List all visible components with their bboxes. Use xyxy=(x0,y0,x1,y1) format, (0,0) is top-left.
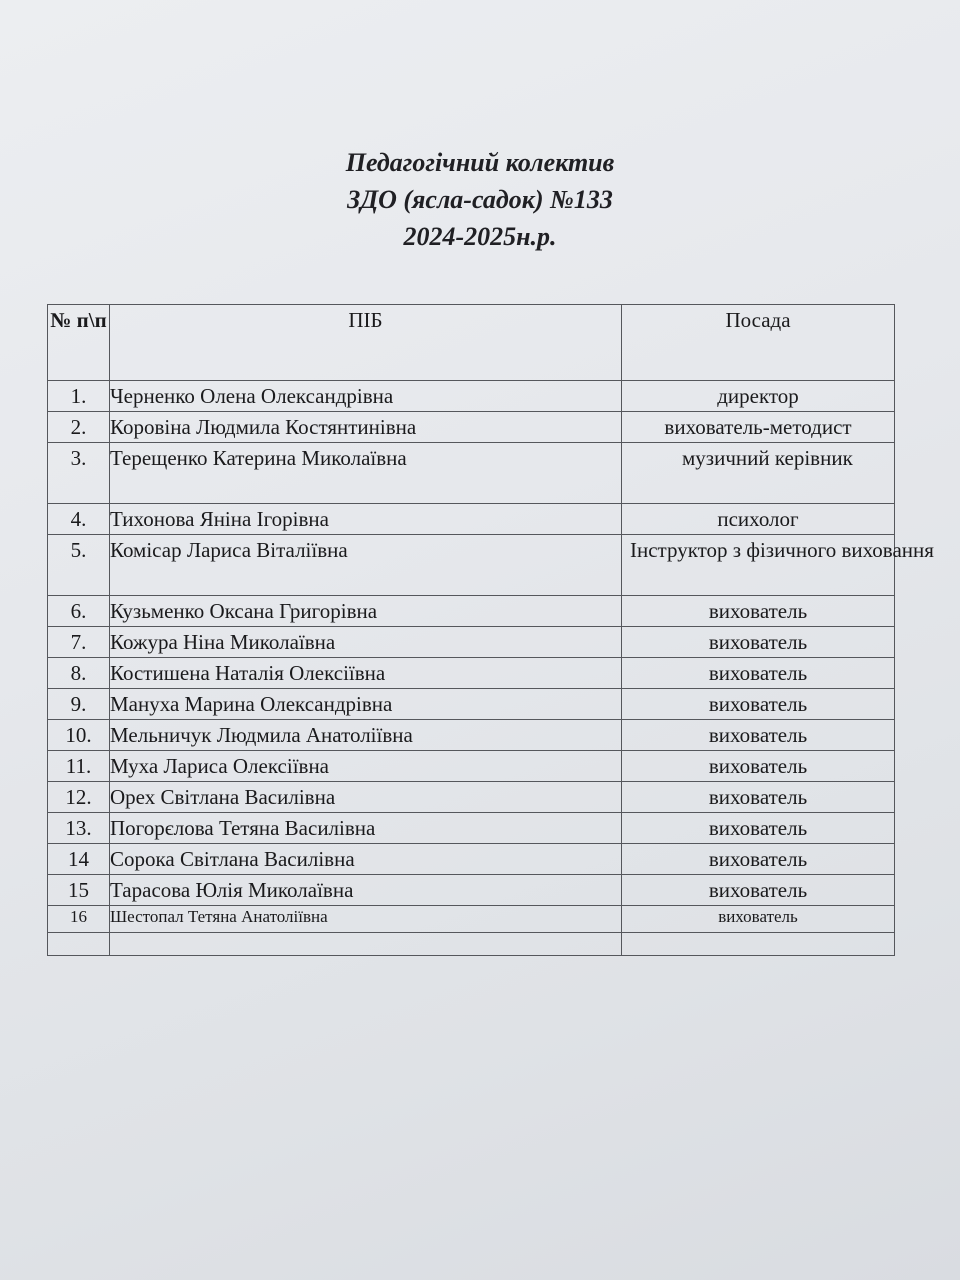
row-number: 5. xyxy=(48,535,110,596)
row-number: 13. xyxy=(48,813,110,844)
row-name: Мельничук Людмила Анатоліївна xyxy=(110,720,622,751)
row-position: вихователь xyxy=(622,596,895,627)
table-row xyxy=(48,720,895,751)
row-number: 2. xyxy=(48,412,110,443)
row-name: Кузьменко Оксана Григорівна xyxy=(110,596,622,627)
table-row xyxy=(48,504,895,535)
row-name: Черненко Олена Олександрівна xyxy=(110,381,622,412)
table-row xyxy=(48,412,895,443)
table-row xyxy=(48,906,895,933)
table-row-empty xyxy=(48,933,895,956)
row-number: 1. xyxy=(48,381,110,412)
row-number: 4. xyxy=(48,504,110,535)
row-number: 7. xyxy=(48,627,110,658)
table-row xyxy=(48,813,895,844)
row-name: Тихонова Яніна Ігорівна xyxy=(110,504,622,535)
row-number: 3. xyxy=(48,443,110,504)
row-position: вихователь xyxy=(622,782,895,813)
header-name: ПІБ xyxy=(110,305,622,381)
row-number: 12. xyxy=(48,782,110,813)
document-title xyxy=(0,144,960,255)
row-name: Тарасова Юлія Миколаївна xyxy=(110,875,622,906)
row-position: вихователь xyxy=(622,844,895,875)
row-name: Терещенко Катерина Миколаївна xyxy=(110,443,622,504)
row-number: 8. xyxy=(48,658,110,689)
row-position: Інструктор з фізичного виховання xyxy=(622,535,895,596)
row-name: Муха Лариса Олексіївна xyxy=(110,751,622,782)
row-number: 14 xyxy=(48,844,110,875)
row-number xyxy=(48,933,110,956)
row-name: Коровіна Людмила Костянтинівна xyxy=(110,412,622,443)
table-row xyxy=(48,658,895,689)
row-position: вихователь xyxy=(622,689,895,720)
row-name: Сорока Світлана Василівна xyxy=(110,844,622,875)
row-position: вихователь-методист xyxy=(622,412,895,443)
staff-table xyxy=(47,304,934,956)
table-row xyxy=(48,596,895,627)
title-line-2: ЗДО (ясла-садок) №133 xyxy=(347,185,613,214)
row-position: директор xyxy=(622,381,895,412)
table-row xyxy=(48,443,895,504)
row-number: 6. xyxy=(48,596,110,627)
row-position: вихователь xyxy=(622,813,895,844)
header-position: Посада xyxy=(622,305,895,381)
row-name: Шестопал Тетяна Анатоліївна xyxy=(110,906,622,933)
row-position: вихователь xyxy=(622,906,895,933)
table-row xyxy=(48,875,895,906)
row-number: 9. xyxy=(48,689,110,720)
row-number: 15 xyxy=(48,875,110,906)
row-number: 11. xyxy=(48,751,110,782)
row-position: вихователь xyxy=(622,658,895,689)
title-line-1: Педагогічний колектив xyxy=(345,148,615,177)
row-name: Погорєлова Тетяна Василівна xyxy=(110,813,622,844)
table-row xyxy=(48,627,895,658)
table-row xyxy=(48,535,895,596)
table-row xyxy=(48,751,895,782)
row-name: Мануха Марина Олександрівна xyxy=(110,689,622,720)
title-line-3: 2024-2025н.р. xyxy=(403,222,557,251)
row-position xyxy=(622,933,895,956)
table-row xyxy=(48,782,895,813)
row-position: вихователь xyxy=(622,627,895,658)
table-row xyxy=(48,689,895,720)
row-position: вихователь xyxy=(622,751,895,782)
row-name xyxy=(110,933,622,956)
row-name: Костишена Наталія Олексіївна xyxy=(110,658,622,689)
row-position: психолог xyxy=(622,504,895,535)
header-number: № п\п xyxy=(48,305,110,381)
row-name: Орех Світлана Василівна xyxy=(110,782,622,813)
row-position: вихователь xyxy=(622,720,895,751)
row-name: Комісар Лариса Віталіївна xyxy=(110,535,622,596)
row-name: Кожура Ніна Миколаївна xyxy=(110,627,622,658)
row-position: музичний керівник xyxy=(622,443,895,504)
row-number: 16 xyxy=(48,906,110,933)
table-header-row xyxy=(48,305,895,381)
row-position: вихователь xyxy=(622,875,895,906)
table-row xyxy=(48,381,895,412)
row-number: 10. xyxy=(48,720,110,751)
table-row xyxy=(48,844,895,875)
